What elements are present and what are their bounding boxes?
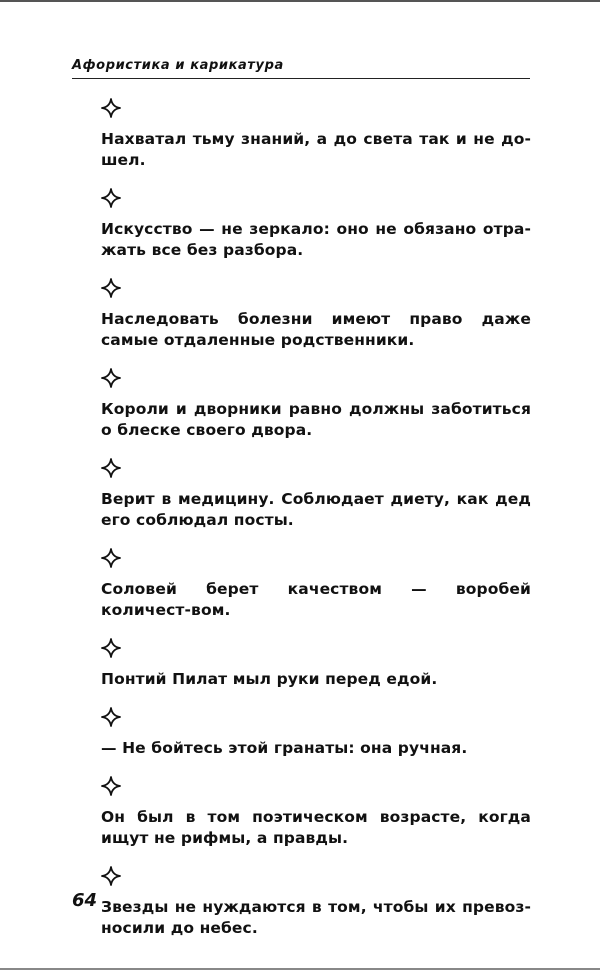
four-pointed-star-icon bbox=[101, 776, 121, 796]
aphorism-list bbox=[101, 98, 531, 956]
aphorism-item bbox=[101, 866, 531, 956]
four-pointed-star-icon bbox=[101, 458, 121, 478]
aphorism-text: — Не бойтесь этой гранаты: она ручная. bbox=[101, 739, 468, 757]
aphorism-item bbox=[101, 776, 531, 866]
four-pointed-star-icon bbox=[101, 368, 121, 388]
four-pointed-star-icon bbox=[101, 278, 121, 298]
aphorism-item bbox=[101, 548, 531, 638]
aphorism-text: Понтий Пилат мыл руки перед едой. bbox=[101, 670, 438, 688]
aphorism-spacer bbox=[101, 171, 531, 188]
aphorism-item bbox=[101, 707, 531, 776]
bottom-edge-rule bbox=[0, 968, 600, 970]
four-pointed-star-icon bbox=[101, 866, 121, 886]
aphorism-spacer bbox=[101, 621, 531, 638]
four-pointed-star-icon bbox=[101, 188, 121, 208]
four-pointed-star-icon bbox=[101, 98, 121, 118]
four-pointed-star-icon bbox=[101, 548, 121, 568]
aphorism-item bbox=[101, 368, 531, 458]
page-number: 64 bbox=[72, 890, 98, 911]
aphorism-spacer bbox=[101, 759, 531, 776]
aphorism-text: Наследовать болезни имеют право даже самые отдаленные родственники. bbox=[101, 310, 531, 349]
aphorism-text: Верит в медицину. Соблюдает диету, как дед его соблюдал посты. bbox=[101, 490, 531, 529]
aphorism-item bbox=[101, 638, 531, 707]
aphorism-spacer bbox=[101, 849, 531, 866]
aphorism-item bbox=[101, 278, 531, 368]
aphorism-item bbox=[101, 458, 531, 548]
aphorism-text: Короли и дворники равно должны заботиться о блеске своего двора. bbox=[101, 400, 531, 439]
aphorism-item bbox=[101, 188, 531, 278]
aphorism-spacer bbox=[101, 351, 531, 368]
aphorism-spacer bbox=[101, 441, 531, 458]
aphorism-text: Соловей берет качеством — воробей количест-вом. bbox=[101, 580, 531, 619]
aphorism-spacer bbox=[101, 939, 531, 956]
top-edge-rule bbox=[0, 0, 600, 2]
aphorism-item bbox=[101, 98, 531, 188]
running-head bbox=[72, 56, 530, 79]
aphorism-text: Звезды не нуждаются в том, чтобы их превоз-носили до небес. bbox=[101, 898, 531, 937]
aphorism-spacer bbox=[101, 690, 531, 707]
aphorism-text: Искусство — не зеркало: оно не обязано отра-жать все без разбора. bbox=[101, 220, 531, 259]
four-pointed-star-icon bbox=[101, 707, 121, 727]
aphorism-text: Он был в том поэтическом возрасте, когда ищут не рифмы, а правды. bbox=[101, 808, 531, 847]
four-pointed-star-icon bbox=[101, 638, 121, 658]
aphorism-text: Нахватал тьму знаний, а до света так и не до-шел. bbox=[101, 130, 531, 169]
running-title: Афористика и карикатура bbox=[72, 58, 284, 73]
aphorism-spacer bbox=[101, 261, 531, 278]
aphorism-spacer bbox=[101, 531, 531, 548]
